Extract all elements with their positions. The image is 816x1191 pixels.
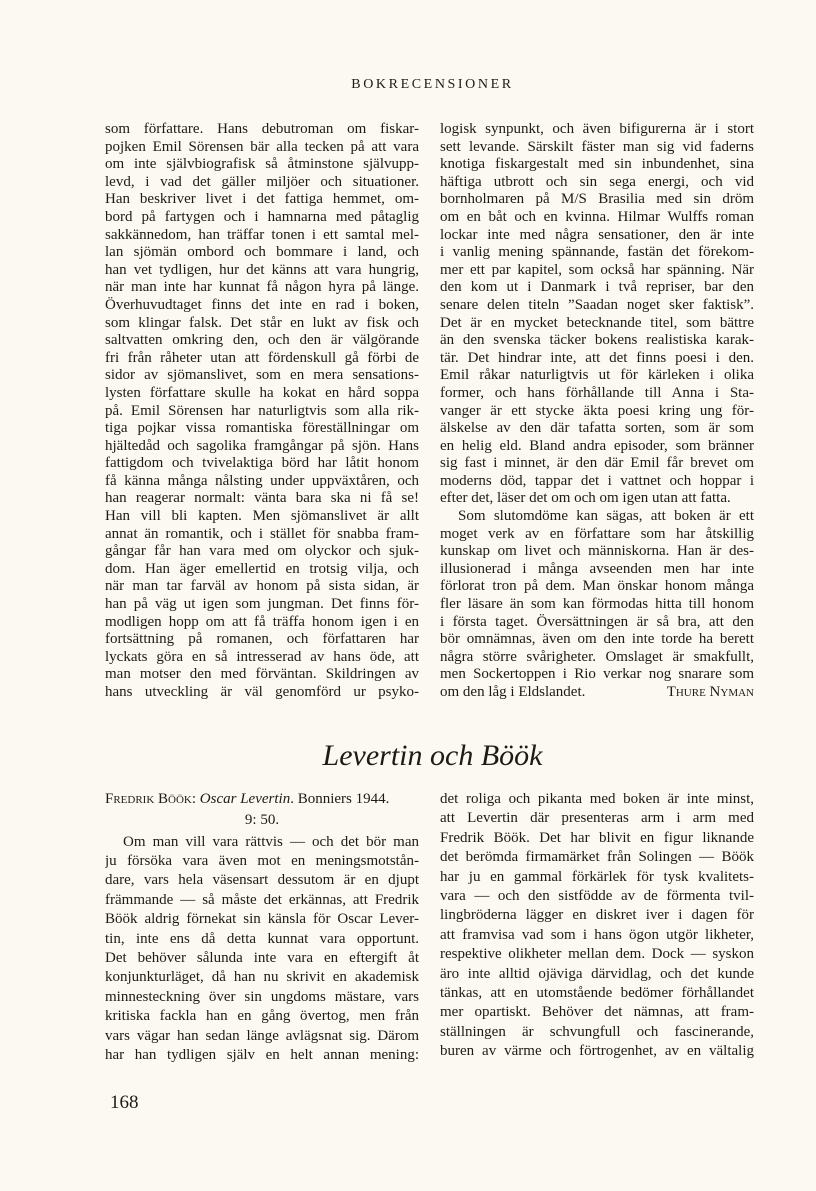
text-line: han på väg ut igen som jungman. Det finns för- [105,596,419,613]
text-line: om den låg i Eldslandet. [440,684,586,700]
review2-left-column [105,790,419,1065]
text-line: bornholmaren på M/S Brasilia med sin dröm [440,191,754,208]
text-line: Han beskriver livet i det fattiga hemmet, om- [105,191,419,208]
text-line: moget verk av en författare som har åtskillig [440,525,754,542]
text-line: några större svårigheter. Omslaget är smakfullt, [440,648,754,665]
text-line: Det är en mycket betecknande titel, som bättre [440,314,754,331]
text-line: att Levertin där presenteras arm i arm med [440,810,754,827]
text-line: levd, i vad det gäller miljöer och situationer. [105,173,419,190]
text-line: bord på fartygen och i hamnarna med påtaglig [105,208,419,225]
review1-right-column [440,121,754,702]
text-line: Böök aldrig förnekat sin känsla för Oscar Lever- [105,911,419,928]
text-line: fattigdom och tvivelaktiga börd har låtit honom [105,455,419,472]
text-line: lan sjömän ombord och bommare i land, och [105,244,419,261]
citation-price: 9: 50. [244,811,280,828]
text-line: illusionerad i många avseenden men har inte [440,560,754,577]
text-line: knotiga fiskargestalt med sin inbundenhet, sina [440,156,754,173]
text-line: lockar inte med några sensationer, den är inte [440,226,754,243]
text-line: moderns död, tappar det i vattnet och hoppar i [440,472,754,489]
review2-right-column [440,790,754,1061]
text-line: som klingar falsk. Det står en lukt av fisk och [105,314,419,331]
text-line: när man inte har kunnat få någon hyra på länge. [105,279,419,296]
text-line: häftiga utbrott och sin sega energi, och vid [440,173,754,190]
text-line: saltvatten omkring den, och den är välgörande [105,332,419,349]
text-line: Överhuvudtaget finns det inte en rad i boken, [105,296,419,313]
text-line: Om man vill vara rättvis — och det bör man [123,833,419,850]
text-line: främmande — så måste det erkännas, att Fredrik [105,891,419,908]
text-line: Emil råkar naturligtvis ut för kärleken i olika [440,367,754,384]
text-line: som författare. Hans debutroman om fiskar- [105,121,419,137]
text-line: än den svenska täcker bokens realistiska karak- [440,332,754,349]
text-line: det berömda firmamärket från Solingen — Böök [440,849,754,866]
text-line: respektive olikheter mellan dem. Dock — syskon [440,946,754,963]
text-line: tin, inte ens då detta kunnat vara opportunt. [105,930,419,947]
text-line: Det behöver sålunda inte vara en eftergift åt [105,950,419,967]
text-line: han vet tydligen, hur det känns att vara hungrig, [105,261,419,278]
page-number: 168 [110,1092,139,1113]
text-line: lyckats göra en så intresserad av hans öde, att [105,648,419,665]
text-line: men Sockertoppen i Rio verkar nog snarare som [440,666,754,683]
citation-book-title: Oscar Levertin [199,791,291,807]
text-line: det roliga och pikanta med boken är inte minst, [440,791,754,807]
text-line: Han vill bli kapten. Men sjömanslivet är allt [105,508,419,525]
text-line: fri från råheter utan att fördenskull gå förbi de [105,349,419,366]
text-line: i första taget. Översättningen är så bra, att den [440,613,754,630]
text-line: logisk synpunkt, och även bifigurerna är i stort [440,121,754,137]
reviewer-signature: Thure Nyman [666,684,754,700]
text-line: buren av värme och förtrogenhet, av en vältalig [440,1043,754,1060]
text-line: har han tydligen själv en helt annan mening: [105,1047,419,1063]
text-line: tänkas, att en utomstående bedömer förhållandet [440,984,754,1001]
text-line: Som slutomdöme kan sägas, att boken är ett [458,508,754,525]
review1-left-column [105,121,419,702]
running-head: BOKRECENSIONER [351,77,514,92]
text-line: i vanlig mening spännande, fastän det förekom- [440,244,754,261]
text-line: lingbröderna lägger en diskret iver i dagen för [440,907,754,924]
text-line: kritiska fackla han en gång övertog, men från [105,1008,419,1025]
text-line: former, och hans förhållande till Anna i Sta- [440,384,754,401]
text-line: vanger är ett stycke äkta poesi kring ung för- [440,402,754,419]
text-line: dom. Han äger emellertid en trotsig vilja, och [105,560,419,577]
text-line: mer ett par kapitel, som också har spänning. När [440,261,754,278]
text-line: sidor av sjömanslivet, som en mera sensations- [105,367,419,384]
text-line: gångar får han vara med om olyckor och sjuk- [105,543,419,560]
text-line: få känna många nålsting under uppväxtåren, och [105,472,419,489]
text-line: hans utveckling är väl genomförd ur psyko- [105,684,419,700]
text-line: om inte självbiografisk så åtminstone självupp- [105,156,419,173]
text-line: tiga pojkar vissa romantiska föreställningar om [105,420,419,437]
text-line: när man tar farväl av honom på sista sidan, är [105,578,419,595]
text-line: minnesteckning över sin ungdoms mästare, vars [105,988,419,1005]
text-line: sig fast i minnet, är den där Emil får brevet om [440,455,754,472]
text-line: den kom ut i Danmark i två repriser, bar den [440,279,754,296]
text-line: äro inte alltid ojäviga därvidlag, och det kunde [440,965,754,982]
text-line: man motser den med förväntan. Skildringen av [105,666,419,683]
text-line: tär. Det hindrar inte, att det finns poesi i den. [440,349,754,366]
text-line: mer opartiskt. Behöver det nämnas, att fram- [440,1004,754,1021]
text-line: lysten författare skulle ha kokat en hård soppa [105,384,419,401]
citation-publisher: . Bonniers 1944. [290,791,390,807]
text-line: ju försöka vara även mot en meningsmotstån- [105,853,419,870]
text-line: vars vägar han sedan länge avlägsnat sig. Därom [105,1027,419,1044]
text-line: efter det, läser det om och om igen utan att fatta. [440,490,731,507]
text-line: kunskap om livet och människorna. Han är des- [440,543,754,560]
text-line: på. Emil Sörensen har naturligtvis som alla rik- [105,402,419,419]
text-line: senare delen titeln ”Saadan noget sker faktisk”. [440,296,754,313]
text-line: vara — och den sistfödde av de förmenta tvil- [440,887,754,904]
text-line: pojken Emil Sörensen bär alla tecken på att vara [105,138,419,155]
text-line: modligen hopp om att få träffa honom igen i en [105,613,419,630]
text-line: en helig eld. Bland andra episoder, som bränner [440,437,754,454]
citation-author: Fredrik Böök [105,791,192,807]
text-line: dare, vars hela väsensart dessutom är en djupt [105,872,419,889]
text-line: annat än romantik, och i stället för snabba fram- [105,525,419,542]
closing-line [440,684,754,702]
text-line: om en båt och en kvinna. Hilmar Wulffs roman [440,208,754,225]
text-line: älskelse av den där tafatta sorten, som är som [440,420,754,437]
text-line: fler läsare än som kan förmodas hitta till honom [440,596,754,613]
citation-separator: : [191,791,200,807]
text-line: hjältedåd och sagolika framgångar på sjön. Hans [105,437,419,454]
text-line: sakkännedom, han träffar tonen i ett samtal mel- [105,226,419,243]
review-title: Levertin och Böök [322,739,543,772]
text-line: att framvisa vad som i hans ögon utgör likheter, [440,926,754,943]
text-line: förlorat tron på dem. Man önskar honom många [440,578,754,595]
text-line: har ju en gammal förkärlek för tysk kvalitets- [440,868,754,885]
text-line: sett levande. Särskilt fäster man sig vid faderns [440,138,754,155]
text-line: han reagerar normalt: vänta bara ska ni få se! [105,490,419,507]
text-line: ställningen är schvungfull och fascinerande, [440,1023,754,1040]
text-line: konjunkturläget, då han nu skrivit en akademisk [105,969,419,986]
text-line: bör omnämnas, även om den inte torde ha berett [440,631,754,648]
text-line: Fredrik Böök. Det har blivit en figur liknande [440,829,754,846]
text-line: fortsättning på romanen, och författaren har [105,631,419,648]
book-citation [105,790,419,810]
